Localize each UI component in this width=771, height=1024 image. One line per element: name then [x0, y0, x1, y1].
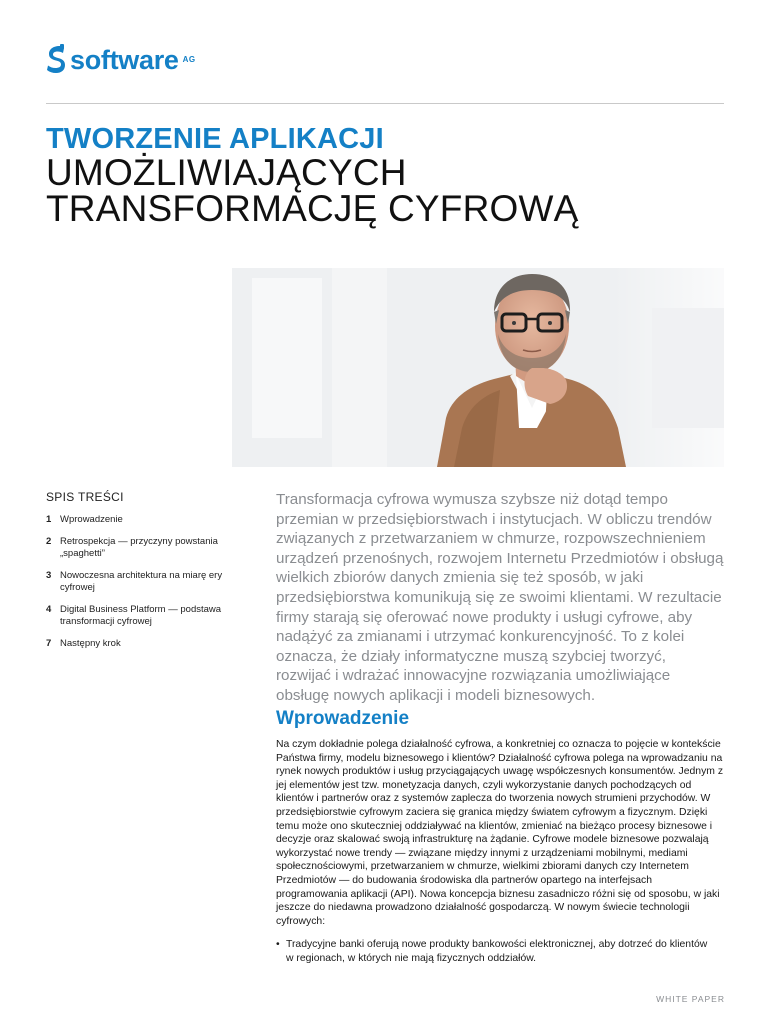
toc-item[interactable]	[46, 514, 236, 526]
bullet-marker: •	[276, 939, 280, 950]
section-heading: Wprowadzenie	[276, 708, 410, 729]
toc-item-label: Wprowadzenie	[60, 514, 123, 525]
software-s-icon	[46, 44, 66, 76]
toc-item-number: 2	[46, 536, 52, 547]
table-of-contents	[46, 490, 236, 660]
toc-item-label: Nowoczesna architektura na miarę ery cyfrowej	[60, 570, 223, 593]
title-line-1: TWORZENIE APLIKACJI	[46, 123, 384, 155]
brand-name: software	[70, 45, 179, 75]
software-ag-logo	[46, 44, 196, 80]
toc-item[interactable]	[46, 536, 236, 560]
toc-item-label: Digital Business Platform — podstawa transformacji cyfrowej	[60, 604, 222, 627]
bullet-text: Tradycyjne banki oferują nowe produkty bankowości elektronicznej, aby dotrzeć do klientów w regionach, w których nie mają fizycznych oddziałów.	[286, 939, 708, 964]
toc-item[interactable]	[46, 604, 236, 628]
toc-item-number: 3	[46, 570, 52, 581]
toc-item[interactable]	[46, 570, 236, 594]
toc-item-label: Następny krok	[60, 638, 121, 649]
toc-item[interactable]	[46, 638, 236, 650]
toc-item-label: Retrospekcja — przyczyny powstania „spaghetti”	[60, 536, 218, 559]
bullet-item	[276, 938, 724, 965]
footer-label: WHITE PAPER	[656, 994, 725, 1004]
title-line-3: TRANSFORMACJĘ CYFROWĄ	[46, 188, 579, 229]
brand-suffix: AG	[182, 55, 196, 64]
page-title	[46, 124, 726, 227]
toc-item-number: 7	[46, 638, 52, 649]
lead-paragraph: Transformacja cyfrowa wymusza szybsze niż dotąd tempo przemian w przedsiębiorstwach i instytucjach. W obliczu trendów związanych z przetwarzaniem w chmurze, rozpowszechnieniem urządzeń przenośnych, rozwojem Internetu Przedmiotów i obsługą wielkich zbiorów danych zmienia się też sposób, w jaki przedsiębiorstwa komunikują się ze swoimi klientami. W rezultacie firmy starają się oferować nowe produkty i usługi cyfrowe, aby nadążyć za zmianami i utrzymać konkurencyjność. To z kolei oznacza, że działy informatyczne muszą szybciej tworzyć, rozwijać i wdrażać innowacyjne rozwiązania umożliwiające obsługę nowych aplikacji i modeli biznesowych.	[276, 491, 724, 704]
hero-photo	[232, 268, 724, 467]
businessman-illustration	[232, 268, 724, 467]
title-line-2: UMOŻLIWIAJĄCYCH	[46, 152, 407, 193]
toc-item-number: 1	[46, 514, 52, 525]
toc-title: SPIS TREŚCI	[46, 490, 124, 504]
header-divider	[46, 103, 724, 104]
body-paragraph: Na czym dokładnie polega działalność cyfrowa, a konkretniej co oznacza to pojęcie w kontekście Państwa firmy, modelu biznesowego i klientów? Działalność cyfrowa polega na wprowadzaniu na rynek nowych produktów i usług przyciągających uwagę współczesnych konsumentów. Jednym z jej elementów jest tzw. monetyzacja danych, czyli wykorzystanie danych pochodzących od klientów i partnerów oraz z systemów zaplecza do tworzenia nowych strumieni przychodów. W przedsiębiorstwie cyfrowym zaciera się granica między światem cyfrowym a fizycznym. Dzięki temu może ono skuteczniej oddziaływać na klientów, zmieniać na bieżąco procesy biznesowe i decyzje oraz skalować swoją infrastrukturę na żądanie. Cyfrowe modele biznesowe pozwalają wykorzystać nowe trendy — związane między innymi z urządzeniami mobilnymi, mediami społecznościowymi, przetwarzaniem w chmurze, wielkimi zbiorami danych czy Internetem Przedmiotów — do budowania środowiska dla partnerów opartego na interfejsach programowania aplikacji (API). Nowa koncepcja biznesu zasadniczo różni się od sposobu, w jaki jeszcze do niedawna prowadzono działalność gospodarczą. W nowym świecie technologii cyfrowych:	[276, 739, 724, 927]
toc-item-number: 4	[46, 604, 52, 615]
